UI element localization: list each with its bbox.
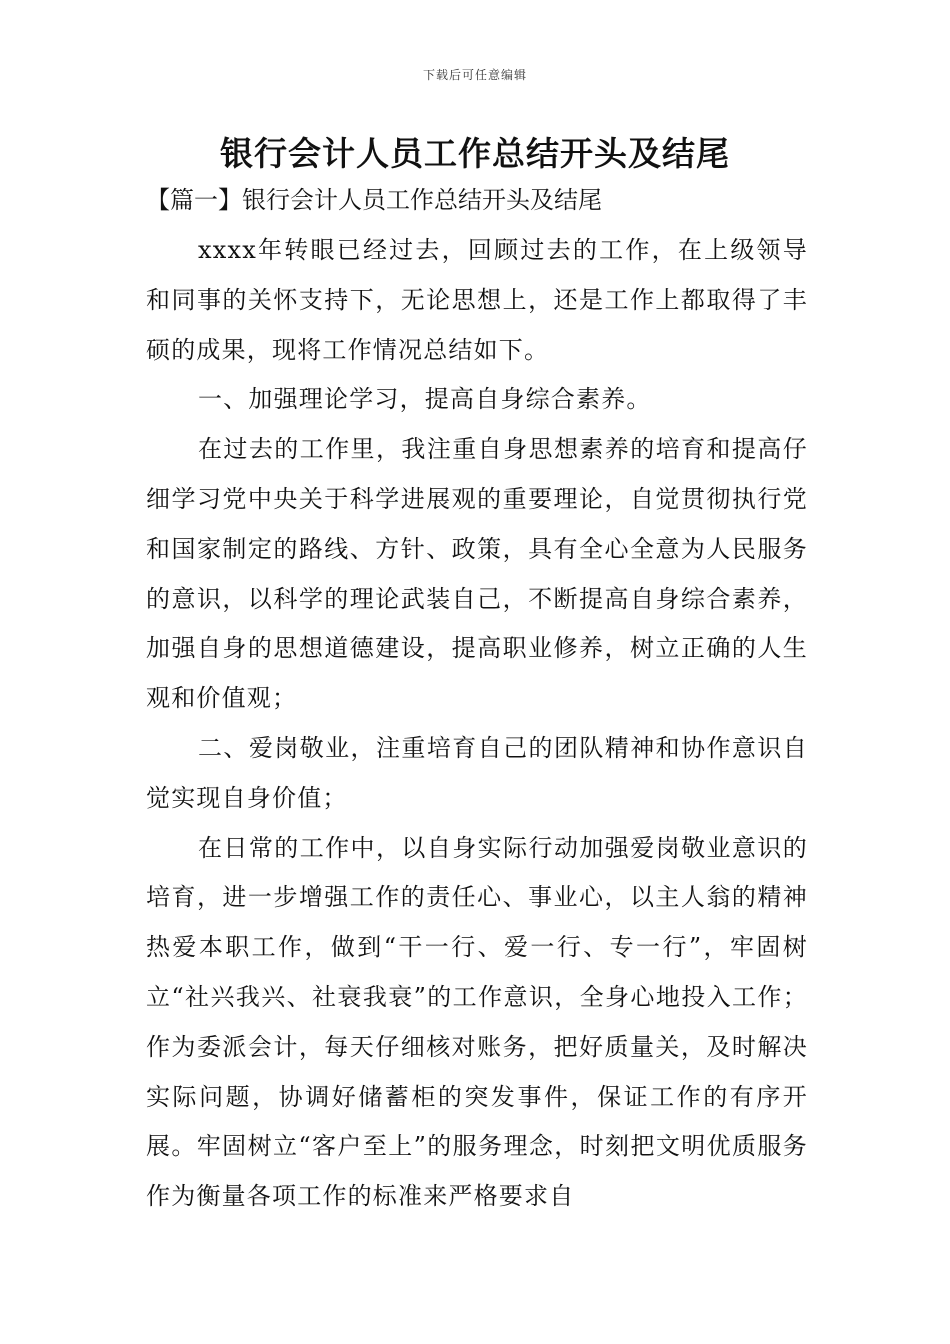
header-note: 下载后可任意编辑 bbox=[422, 68, 527, 82]
page-title: 银行会计人员工作总结开头及结尾 bbox=[220, 134, 730, 173]
paragraph-point-1-heading: 一、加强理论学习，提高自身综合素养。 bbox=[198, 385, 652, 414]
paragraph-point-2-heading: 二、爱岗敬业，注重培育自己的团队精神和协作意识自觉实现自身价值； bbox=[146, 733, 808, 812]
section-heading: 【篇一】银行会计人员工作总结开头及结尾 bbox=[146, 186, 602, 214]
body-text bbox=[146, 226, 808, 1222]
paragraph-point-1-body: 在过去的工作里，我注重自身思想素养的培育和提高仔细学习党中央关于科学进展观的重要理论，自觉贯彻执行党和国家制定的路线、方针、政策，具有全心全意为人民服务的意识，以科学的理论武装自己，不断提高自身综合素养，加强自身的思想道德建设，提高职业修养，树立正确的人生观和价值观； bbox=[146, 435, 808, 713]
paragraph-intro: xxxx年转眼已经过去，回顾过去的工作，在上级领导和同事的关怀支持下，无论思想上，还是工作上都取得了丰硕的成果，现将工作情况总结如下。 bbox=[146, 236, 808, 364]
paragraph-point-2-body: 在日常的工作中，以自身实际行动加强爱岗敬业意识的培育，进一步增强工作的责任心、事业心，以主人翁的精神热爱本职工作，做到“干一行、爱一行、专一行”，牢固树立“社兴我兴、社衰我衰”的工作意识，全身心地投入工作；作为委派会计，每天仔细核对账务，把好质量关，及时解决实际问题，协调好储蓄柜的突发事件，保证工作的有序开展。牢固树立“客户至上”的服务理念，时刻把文明优质服务作为衡量各项工作的标准来严格要求自 bbox=[146, 833, 808, 1211]
